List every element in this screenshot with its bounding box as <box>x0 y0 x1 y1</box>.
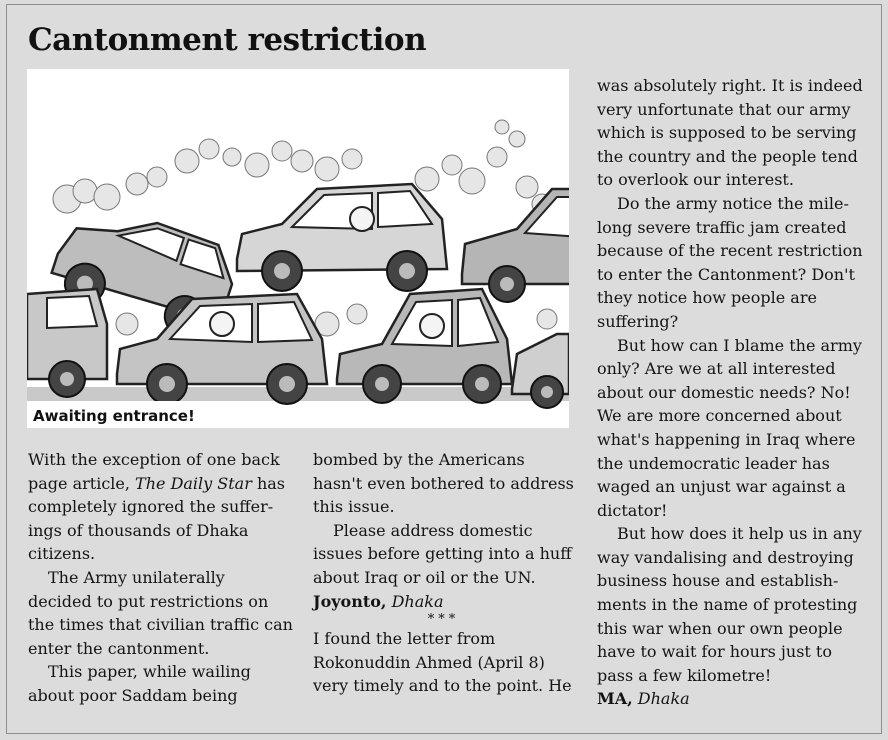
text-line: suffering? <box>597 311 679 331</box>
text-line: business house and establish- <box>597 571 839 591</box>
text-line: Rokonuddin Ahmed (April 8) <box>313 652 545 672</box>
text-line: was absolutely right. It is indeed <box>597 76 863 95</box>
text-line: what's happening in Iraq where <box>597 429 856 449</box>
text-line: this issue. <box>313 497 395 517</box>
text-line <box>28 472 293 496</box>
text-column-2 <box>313 448 574 698</box>
text-line: have to wait for hours just to <box>597 642 832 662</box>
text-line: to overlook our interest. <box>597 170 794 190</box>
text-line: about Iraq or oil or the UN. <box>313 567 536 587</box>
signature-place: Dhaka <box>386 591 444 611</box>
signature-name: Joyonto, <box>313 591 387 611</box>
text-line: the country and the people tend <box>597 146 858 166</box>
text-line: very unfortunate that our army <box>597 99 851 119</box>
text-line: decided to put restrictions on <box>28 591 269 611</box>
text-line: very timely and to the point. He <box>313 676 572 696</box>
text-line: ings of thousands of Dhaka <box>28 520 249 540</box>
text-line: But how does it help us in any <box>617 524 862 544</box>
newspaper-name: The Daily Star <box>135 473 252 493</box>
letter-separator: *** <box>427 612 460 628</box>
text-line: long severe traffic jam created <box>597 217 847 237</box>
text-line: bombed by the Americans <box>313 450 525 469</box>
signature-joyonto <box>313 590 574 614</box>
text-line: dictator! <box>597 500 668 520</box>
text-line: hasn't even bothered to address <box>313 473 574 493</box>
signature-ma <box>597 687 863 711</box>
text-line: to enter the Cantonment? Don't <box>597 264 855 284</box>
signature-name: MA, <box>597 689 633 709</box>
text-line: issues before getting into a huff <box>313 544 572 564</box>
text-line: Please address domestic <box>333 520 533 540</box>
text-span: has <box>251 473 286 493</box>
text-line: I found the letter from <box>313 629 496 649</box>
text-line: this war when our own people <box>597 618 843 638</box>
signature-place: Dhaka <box>632 689 690 709</box>
text-line: pass a few kilometre! <box>597 665 772 685</box>
text-line: With the exception of one back <box>28 450 280 469</box>
text-span: page article, <box>28 473 136 493</box>
text-line: because of the recent restriction <box>597 241 863 261</box>
text-line: waged an unjust war against a <box>597 477 846 497</box>
text-line: the undemocratic leader has <box>597 453 830 473</box>
text-line: only? Are we at all interested <box>597 359 836 379</box>
text-line: enter the cantonment. <box>28 638 210 658</box>
traffic-jam-cartoon <box>27 69 569 428</box>
text-line: ments in the name of protesting <box>597 595 858 615</box>
cartoon-illustration <box>27 69 569 428</box>
text-line: they notice how people are <box>597 288 817 308</box>
text-line: This paper, while wailing <box>48 662 251 682</box>
text-column-3 <box>597 74 863 711</box>
car-bottom-left <box>27 289 107 397</box>
text-line: which is supposed to be serving <box>597 123 857 143</box>
text-column-1 <box>28 448 293 708</box>
car-top-middle <box>237 184 447 291</box>
text-line: completely ignored the suffer- <box>28 497 274 517</box>
text-line: Do the army notice the mile- <box>617 193 849 213</box>
text-line: We are more concerned about <box>597 406 842 426</box>
headline: Cantonment restriction <box>28 22 427 58</box>
text-line: the times that civilian traffic can <box>28 615 293 635</box>
text-line: But how can I blame the army <box>617 335 862 355</box>
text-line: The Army unilaterally <box>48 567 225 587</box>
text-line: way vandalising and destroying <box>597 547 854 567</box>
car-top-right <box>462 189 569 302</box>
cartoon-caption: Awaiting entrance! <box>33 407 195 425</box>
text-line: about poor Saddam being <box>28 685 238 705</box>
text-line: citizens. <box>28 544 96 564</box>
text-line: about our domestic needs? No! <box>597 382 851 402</box>
